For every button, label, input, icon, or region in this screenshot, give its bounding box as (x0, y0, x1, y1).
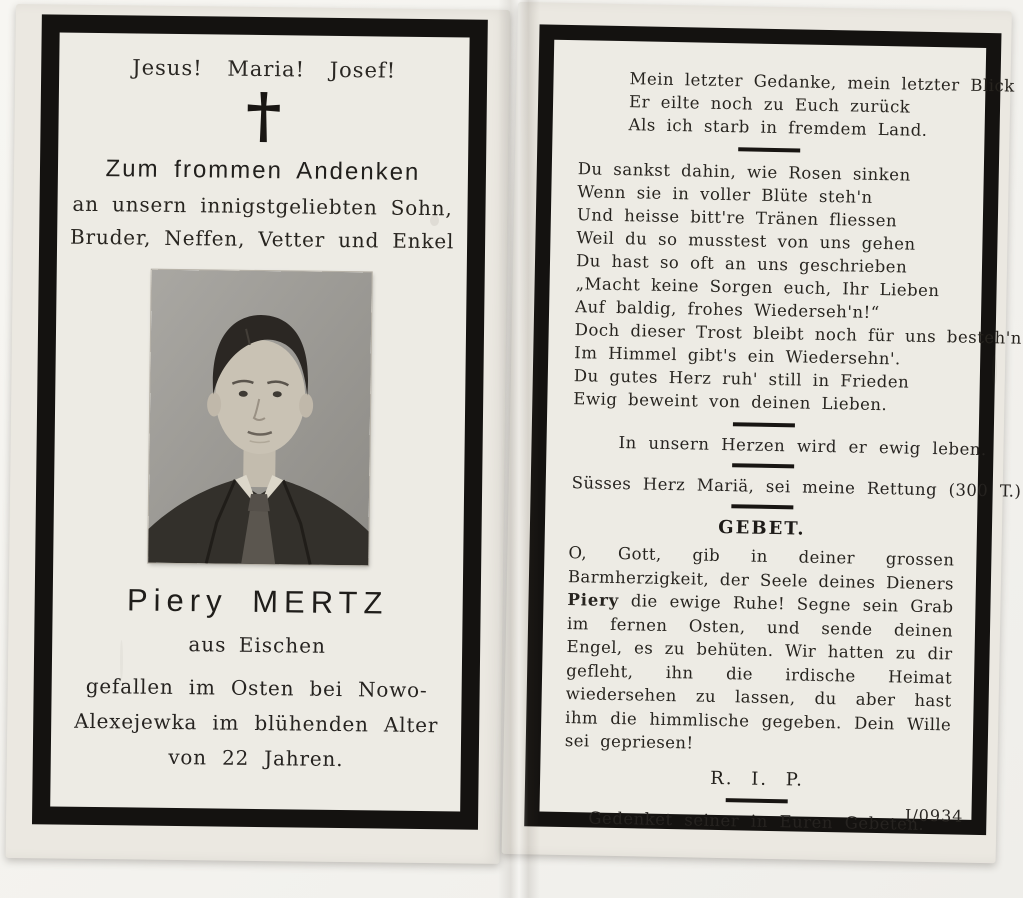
poem-line: Mein letzter Gedanke, mein letzter Blick (629, 69, 1015, 96)
section-divider-5 (726, 798, 788, 803)
right-black-frame (524, 24, 1023, 835)
memorial-card-left-page (6, 4, 510, 864)
remembrance-text: Gedenket seiner in Euren Gebeten. (588, 808, 925, 834)
poem-line: Auf baldig, frohes Wiederseh'n!“ (574, 297, 880, 322)
poem-line: Du sankst dahin, wie Rosen sinken (577, 159, 911, 185)
section-divider-1 (738, 147, 800, 152)
memorial-card-right-page (502, 2, 1023, 863)
rip-text: R. I. P. (710, 767, 805, 791)
prayer-part-2: die ewige Ruhe! Segne sein Grab im fernen Osten, und sende deinen Engel, es zu behüten. Wir hatten zu dir gefleht, ihn die irdische Heimat wiedersehen zu lassen, du aber hast ihm die himmlische gegeben. Dein Wille sei gepriesen! (564, 591, 954, 753)
dedication-line-1: Zum frommen Andenken (105, 155, 421, 186)
prayer-deceased-name: Piery (567, 590, 620, 611)
fallen-line-3: von 22 Jahren. (168, 744, 344, 772)
poem-line: Als ich starb in fremdem Land. (628, 115, 928, 140)
prayer-text (565, 541, 955, 760)
cross-icon (58, 89, 469, 146)
prayer-heading: GEBET. (718, 516, 806, 540)
origin-text: aus Eischen (188, 632, 327, 658)
poem-line: Er eilte noch zu Euch zurück (628, 92, 911, 117)
prayer-part-1: O, Gott, gib in deiner grossen Barmherzigkeit, der Seele deines Dieners (567, 543, 955, 593)
invocation-text: Jesus! Maria! Josef! (132, 55, 397, 83)
poem-stanza-1 (576, 66, 1015, 142)
poem-stanza-2 (571, 157, 1023, 417)
dedication-line-2: an unsern innigstgeliebten Sohn, (72, 191, 453, 221)
section-divider-2 (733, 422, 795, 427)
section-divider-3 (732, 463, 794, 468)
poem-line: Und heisse bitt're Tränen fliessen (576, 205, 898, 231)
dedication-line-3: Bruder, Neffen, Vetter und Enkel (69, 224, 455, 254)
devotion-line: Süsses Herz Mariä, sei meine Rettung (300 T.) (571, 473, 1022, 501)
print-code: I/0934 (904, 805, 964, 826)
left-black-frame (32, 14, 488, 829)
left-page-content (50, 33, 469, 812)
poem-line: Du gutes Herz ruh' still in Frieden (573, 366, 910, 392)
right-page-content (539, 40, 1023, 834)
deceased-name: Piery MERTZ (126, 582, 389, 621)
poem-line: Im Himmel gibt's ein Wiedersehn'. (574, 343, 901, 369)
fallen-text (51, 668, 462, 778)
section-divider-4 (731, 504, 793, 509)
fallen-line-2: Alexejewka im blühenden Alter (74, 708, 439, 738)
fallen-line-1: gefallen im Osten bei Nowo- (85, 673, 428, 703)
poem-line: „Macht keine Sorgen euch, Ihr Lieben (575, 274, 940, 301)
poem-line: Du hast so oft an uns geschrieben (575, 251, 908, 277)
portrait-photo (148, 270, 372, 566)
poem-line: Doch dieser Trost bleibt noch für uns besteh'n (574, 320, 1023, 348)
poem-line: Weil du so musstest von uns gehen (576, 228, 916, 254)
memorial-line: In unsern Herzen wird er ewig leben. (618, 433, 987, 460)
poem-line: Ewig beweint von deinen Lieben. (573, 389, 888, 415)
poem-line: Wenn sie in voller Blüte steh'n (577, 182, 873, 207)
